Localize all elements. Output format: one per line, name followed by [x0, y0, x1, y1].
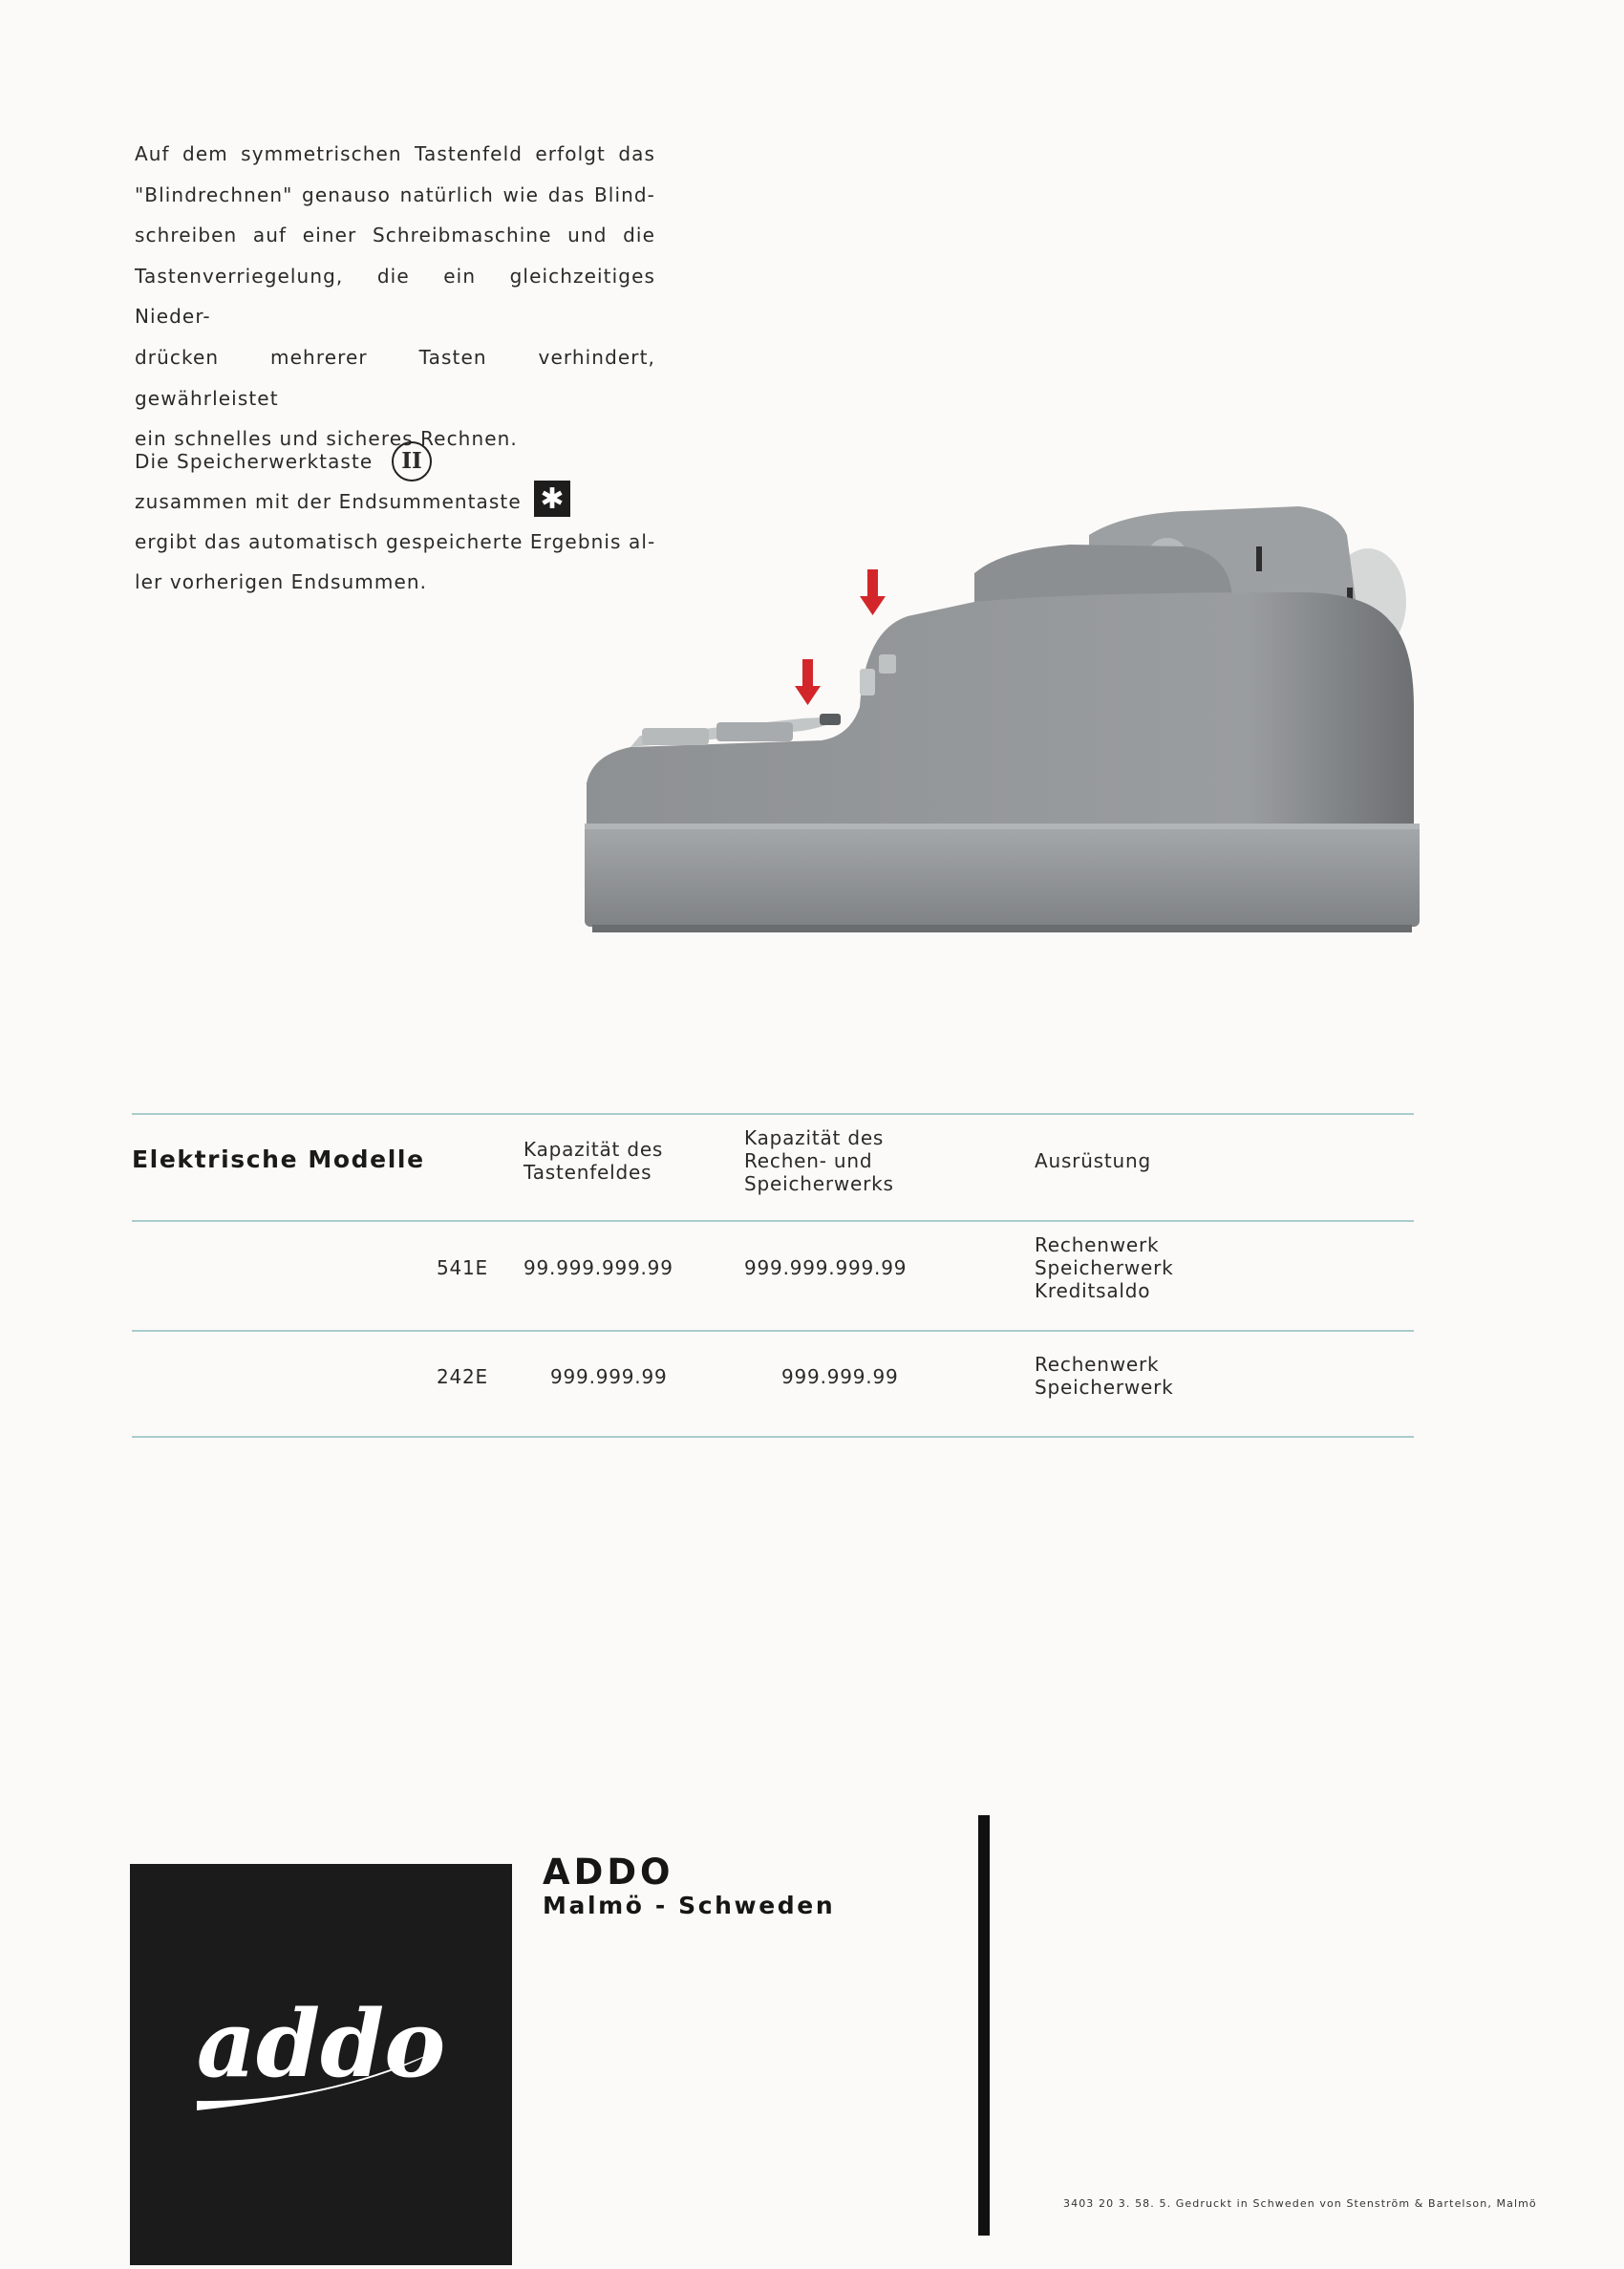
equipment-item: Kreditsaldo [1035, 1279, 1151, 1302]
key-line: Die Speicherwerktaste [135, 450, 374, 473]
row-register-capacity: 999.999.99 [781, 1365, 899, 1388]
equipment-item: Speicherwerk [1035, 1256, 1174, 1279]
intro-line: schreiben auf einer Schreibmaschine und die [135, 224, 655, 247]
header-line: Kapazität des [744, 1126, 885, 1149]
equipment-item: Rechenwerk [1035, 1233, 1160, 1256]
addo-logo [130, 1864, 512, 2265]
total-key-icon: ✱ [534, 481, 570, 517]
brand-name: ADDO [543, 1852, 674, 1893]
table-rule-bottom [132, 1436, 1414, 1438]
row-register-capacity: 999.999.999.99 [744, 1256, 908, 1279]
table-rule [132, 1220, 1414, 1222]
row-keyboard-capacity: 99.999.999.99 [524, 1256, 673, 1279]
intro-paragraph [135, 134, 655, 460]
row-model: 242E [436, 1365, 488, 1388]
key-line: ergibt das automatisch gespeicherte Ergebnis al- [135, 530, 656, 553]
intro-line: ein schnelles und sicheres Rechnen. [135, 427, 518, 451]
header-line: Speicherwerks [744, 1172, 894, 1195]
header-register-capacity [744, 1126, 894, 1195]
intro-line: Auf dem symmetrischen Tastenfeld erfolgt das [135, 142, 655, 165]
header-line: Kapazität des [524, 1138, 664, 1161]
intro-line: Tastenverriegelung, die ein gleichzeitiges Nieder- [135, 264, 655, 329]
key-line: zusammen mit der Endsummentaste [135, 490, 522, 513]
adding-machine-photo [573, 497, 1423, 955]
table-rule-top [132, 1113, 1414, 1115]
brand-location: Malmö - Schweden [543, 1892, 836, 1919]
intro-line: drücken mehrerer Tasten verhindert, gewährleistet [135, 345, 655, 410]
addo-logo-script [130, 1864, 512, 2265]
header-line: Tastenfeldes [524, 1161, 652, 1184]
intro-line: "Blindrechnen" genauso natürlich wie das Blind- [135, 182, 655, 206]
header-keyboard-capacity [524, 1138, 663, 1184]
row-model: 541E [436, 1256, 488, 1279]
row-equipment [1035, 1353, 1174, 1399]
printer-imprint: 3403 20 3. 58. 5. Gedruckt in Schweden von Stenström & Bartelson, Malmö [1063, 2197, 1537, 2210]
table-rule [132, 1330, 1414, 1332]
row-keyboard-capacity: 999.999.99 [550, 1365, 668, 1388]
header-equipment: Ausrüstung [1035, 1149, 1151, 1172]
equipment-item: Speicherwerk [1035, 1376, 1174, 1399]
equipment-item: Rechenwerk [1035, 1353, 1160, 1376]
memory-key-icon: II [392, 441, 432, 482]
logo-wordmark: addo [196, 1990, 446, 2098]
table-title: Elektrische Modelle [132, 1145, 425, 1173]
header-line: Rechen- und [744, 1149, 873, 1172]
vertical-divider [978, 1815, 990, 2236]
key-line: ler vorherigen Endsummen. [135, 570, 428, 593]
row-equipment [1035, 1233, 1174, 1302]
